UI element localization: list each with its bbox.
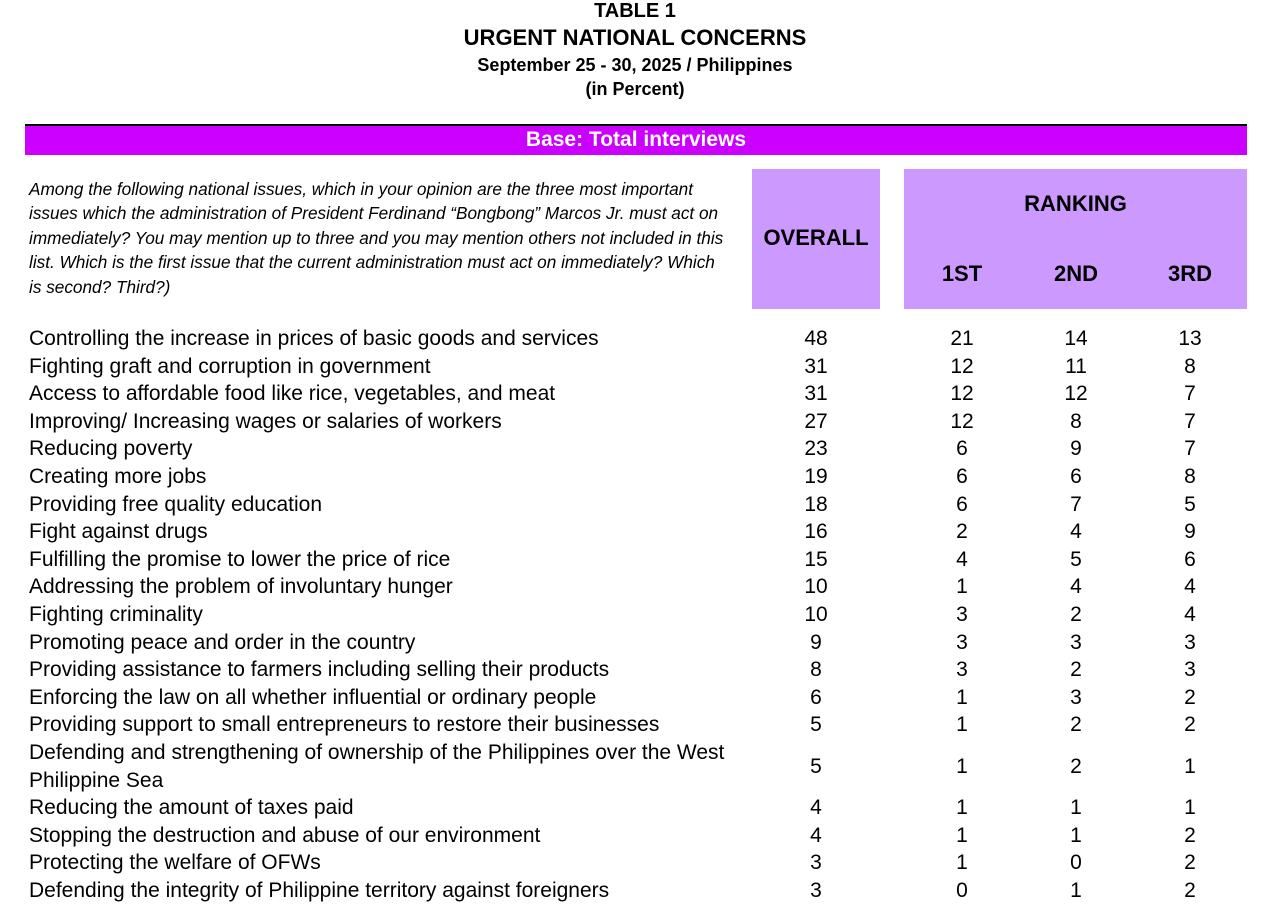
issue-label: Stopping the destruction and abuse of our environment (29, 823, 541, 847)
table-row (0, 629, 1277, 657)
base-banner: Base: Total interviews (25, 124, 1247, 155)
overall-value: 31 (804, 382, 828, 406)
first-rank-value: 12 (950, 409, 974, 433)
second-rank-value: 12 (1064, 382, 1088, 406)
second-rank-value: 3 (1070, 630, 1082, 654)
overall-value: 4 (810, 796, 822, 820)
table-row (0, 711, 1277, 739)
overall-value: 8 (810, 658, 822, 682)
table-row (0, 380, 1277, 408)
third-rank-value: 4 (1184, 575, 1196, 599)
overall-value: 48 (804, 327, 828, 350)
issue-label: Enforcing the law on all whether influential or ordinary people (29, 685, 597, 709)
table-row (0, 849, 1277, 877)
first-rank-column-header: 1ST (941, 261, 983, 286)
overall-value: 10 (804, 602, 828, 626)
third-rank-value: 4 (1184, 602, 1196, 626)
first-rank-value: 1 (956, 823, 968, 847)
third-rank-value: 9 (1184, 520, 1196, 544)
issue-label: Controlling the increase in prices of basic goods and services (29, 327, 599, 350)
first-rank-value: 2 (956, 520, 968, 544)
third-rank-value: 8 (1184, 464, 1196, 488)
issue-label: Addressing the problem of involuntary hunger (29, 575, 453, 599)
issue-label: Protecting the welfare of OFWs (29, 851, 321, 875)
third-rank-value: 7 (1184, 382, 1196, 406)
second-rank-value: 6 (1070, 464, 1082, 488)
second-rank-value: 9 (1070, 437, 1082, 461)
issue-label: Reducing the amount of taxes paid (29, 796, 354, 820)
first-rank-value: 1 (956, 851, 968, 875)
table-row (0, 794, 1277, 822)
issue-label: Fulfilling the promise to lower the price of rice (29, 547, 451, 571)
first-rank-value: 3 (956, 630, 968, 654)
overall-value: 27 (804, 409, 828, 433)
overall-value: 5 (810, 754, 822, 778)
ranking-column-header: RANKING (1024, 191, 1127, 216)
issue-label: Providing support to small entrepreneurs to restore their businesses (29, 713, 660, 737)
issue-label: Improving/ Increasing wages or salaries of workers (29, 409, 502, 433)
survey-question: Among the following national issues, which in your opinion are the three most important issues which the administration of President Ferdinand “Bongbong” Marcos Jr. must act on immediately? You may mention up to three and you may mention others not included in this list. Which is the first issue that the current administration must act on immediately? Which is second? Third?) (29, 179, 724, 297)
issue-label: Fight against drugs (29, 520, 208, 544)
issue-label: Creating more jobs (29, 464, 207, 488)
second-rank-value: 2 (1070, 754, 1082, 778)
third-rank-value: 2 (1184, 713, 1196, 737)
first-rank-value: 1 (956, 575, 968, 599)
first-rank-value: 1 (956, 685, 968, 709)
table-row (0, 684, 1277, 712)
second-rank-value: 2 (1070, 713, 1082, 737)
overall-value: 5 (810, 713, 822, 737)
table-row (0, 353, 1277, 381)
overall-value: 23 (804, 437, 828, 461)
table-row (0, 822, 1277, 850)
third-rank-value: 1 (1184, 754, 1196, 778)
table-date-place: September 25 - 30, 2025 / Philippines (477, 55, 793, 75)
table-body (0, 325, 1277, 904)
first-rank-value: 1 (956, 796, 968, 820)
third-rank-value: 8 (1184, 354, 1196, 378)
third-rank-value: 3 (1184, 658, 1196, 682)
third-rank-value: 13 (1178, 327, 1202, 350)
first-rank-value: 1 (956, 713, 968, 737)
overall-value: 31 (804, 354, 828, 378)
issue-label: Reducing poverty (29, 437, 193, 461)
overall-value: 16 (804, 520, 828, 544)
first-rank-value: 4 (956, 547, 968, 571)
second-rank-value: 1 (1070, 823, 1082, 847)
third-rank-value: 2 (1184, 685, 1196, 709)
table-row (0, 435, 1277, 463)
table-row (0, 325, 1277, 353)
issue-label: Fighting graft and corruption in government (29, 354, 431, 378)
table-row (0, 656, 1277, 684)
overall-value: 18 (804, 492, 828, 516)
second-rank-value: 14 (1064, 327, 1088, 350)
third-rank-value: 1 (1184, 796, 1196, 820)
issue-label: Providing assistance to farmers including selling their products (29, 658, 610, 682)
issue-label: Promoting peace and order in the country (29, 630, 416, 654)
table-row (0, 491, 1277, 519)
third-rank-value: 6 (1184, 547, 1196, 571)
table-row (0, 408, 1277, 436)
second-rank-value: 2 (1070, 602, 1082, 626)
issue-label: Access to affordable food like rice, vegetables, and meat (29, 382, 556, 406)
overall-value: 4 (810, 823, 822, 847)
second-rank-column-header: 2ND (1053, 261, 1098, 286)
issue-label: Defending the integrity of Philippine territory against foreigners (29, 878, 610, 902)
first-rank-value: 21 (950, 327, 974, 350)
table-row (0, 463, 1277, 491)
table-row (0, 739, 1277, 794)
second-rank-value: 0 (1070, 851, 1082, 875)
table-title: URGENT NATIONAL CONCERNS (463, 25, 807, 50)
third-rank-column-header: 3RD (1167, 261, 1212, 286)
second-rank-value: 2 (1070, 658, 1082, 682)
table-row (0, 601, 1277, 629)
table-number: TABLE 1 (594, 0, 676, 22)
overall-column-header: OVERALL (763, 225, 869, 250)
second-rank-value: 4 (1070, 520, 1082, 544)
second-rank-value: 8 (1070, 409, 1082, 433)
first-rank-value: 12 (950, 354, 974, 378)
issue-label: Defending and strengthening of ownership of the Philippines over the West Philippine Sea (29, 740, 725, 792)
overall-value: 19 (804, 464, 828, 488)
overall-value: 15 (804, 547, 828, 571)
third-rank-value: 2 (1184, 851, 1196, 875)
first-rank-value: 6 (956, 492, 968, 516)
overall-value: 3 (810, 851, 822, 875)
second-rank-value: 4 (1070, 575, 1082, 599)
first-rank-value: 3 (956, 658, 968, 682)
second-rank-value: 1 (1070, 796, 1082, 820)
table-unit: (in Percent) (585, 79, 685, 99)
second-rank-value: 1 (1070, 878, 1082, 902)
first-rank-value: 3 (956, 602, 968, 626)
overall-value: 10 (804, 575, 828, 599)
third-rank-value: 2 (1184, 878, 1196, 902)
overall-value: 3 (810, 878, 822, 902)
first-rank-value: 6 (956, 464, 968, 488)
third-rank-value: 3 (1184, 630, 1196, 654)
second-rank-value: 11 (1065, 354, 1087, 378)
second-rank-value: 3 (1070, 685, 1082, 709)
table-row (0, 518, 1277, 546)
first-rank-value: 0 (956, 878, 968, 902)
first-rank-value: 1 (956, 754, 968, 778)
first-rank-value: 6 (956, 437, 968, 461)
issue-label: Providing free quality education (29, 492, 323, 516)
table-row (0, 546, 1277, 574)
second-rank-value: 7 (1070, 492, 1082, 516)
third-rank-value: 7 (1184, 409, 1196, 433)
third-rank-value: 5 (1184, 492, 1196, 516)
table-row (0, 573, 1277, 601)
first-rank-value: 12 (950, 382, 974, 406)
third-rank-value: 7 (1184, 437, 1196, 461)
overall-value: 9 (810, 630, 822, 654)
ranking-header-cell (904, 169, 1247, 309)
issue-label: Fighting criminality (29, 602, 203, 626)
overall-value: 6 (810, 685, 822, 709)
third-rank-value: 2 (1184, 823, 1196, 847)
second-rank-value: 5 (1070, 547, 1082, 571)
